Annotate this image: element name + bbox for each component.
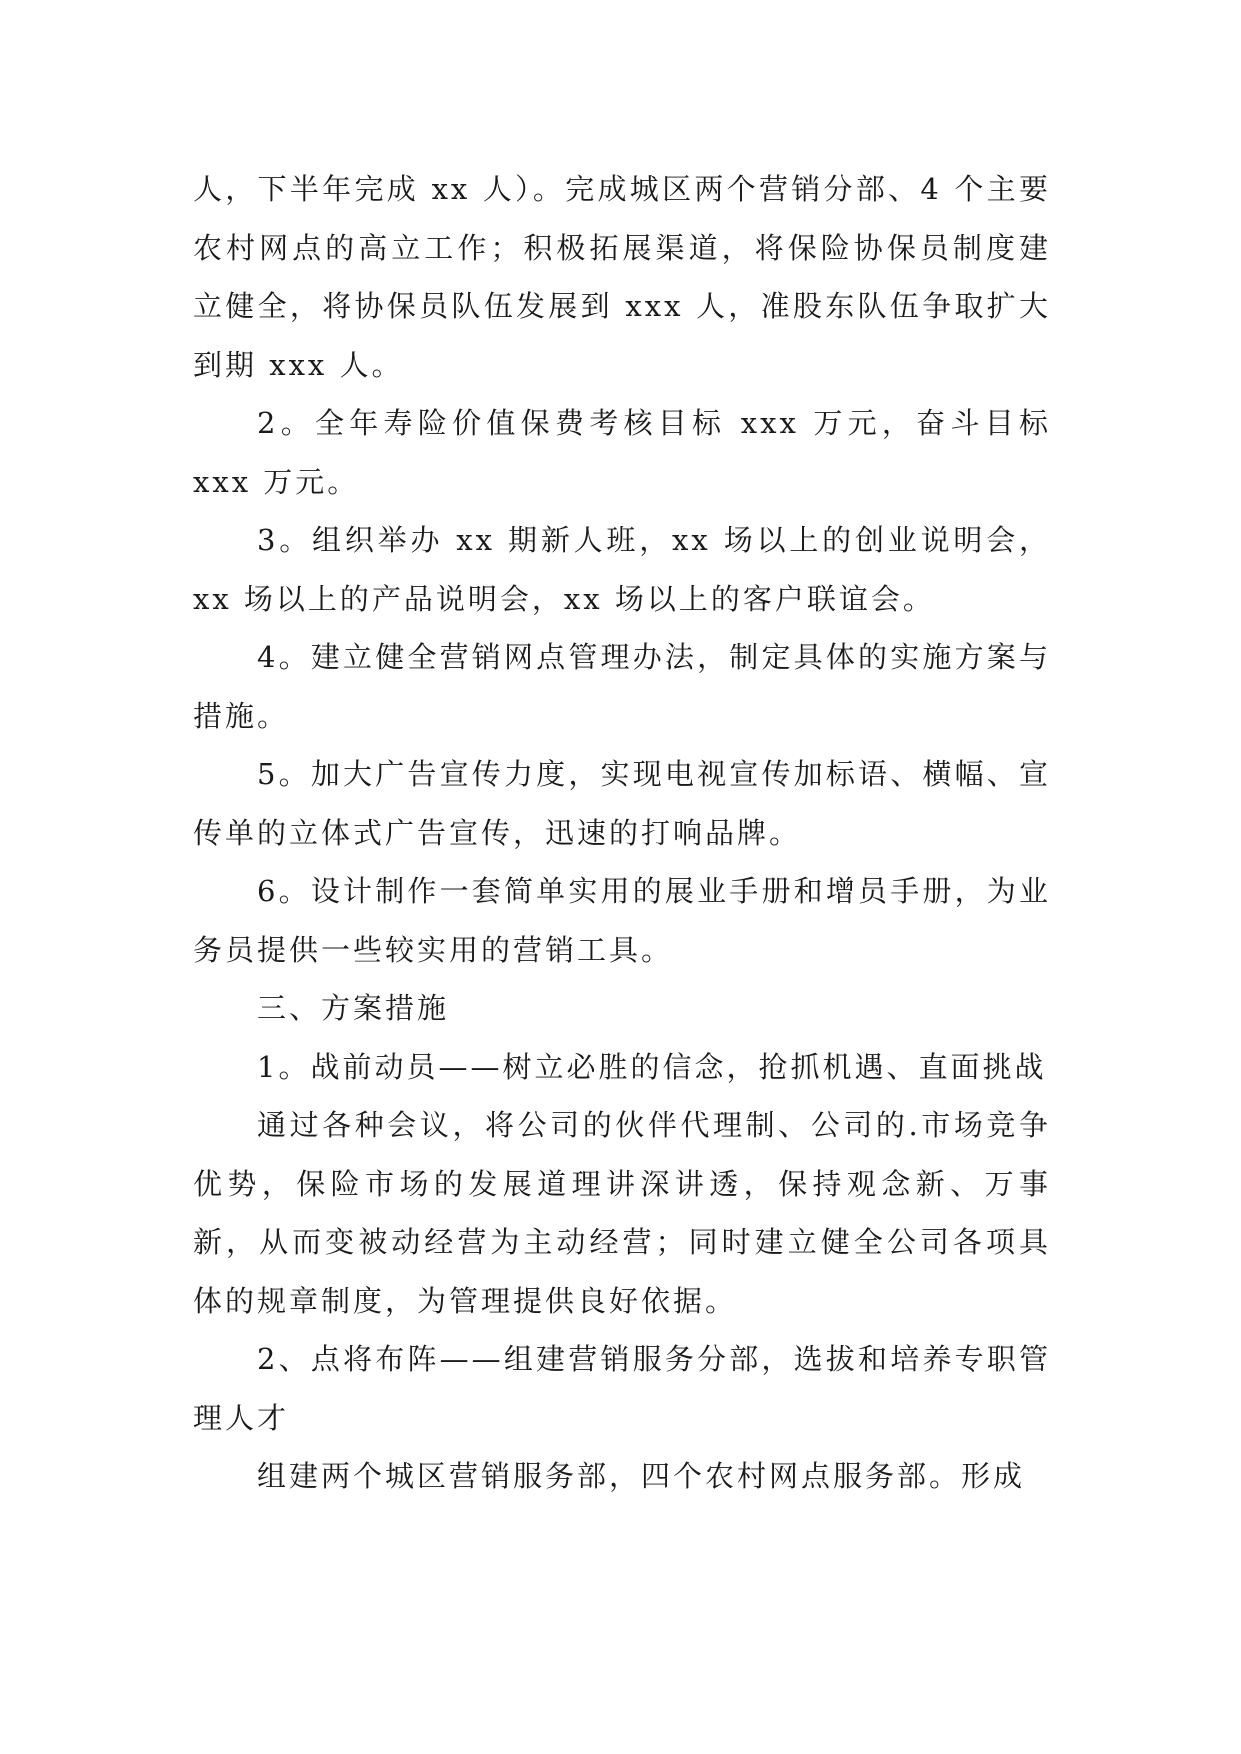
paragraph-item-6: 6。设计制作一套简单实用的展业手册和增员手册，为业务员提供一些较实用的营销工具。 — [193, 874, 1051, 967]
paragraph-item-2: 2。全年寿险价值保费考核目标 xxx 万元，奋斗目标 xxx 万元。 — [193, 406, 1051, 499]
document-body — [193, 160, 1051, 1506]
section-heading-3: 三、方案措施 — [257, 991, 450, 1025]
paragraph-item-4: 4。建立健全营销网点管理办法，制定具体的实施方案与措施。 — [193, 640, 1051, 733]
paragraph-continuation: 人，下半年完成 xx 人）。完成城区两个营销分部、4 个主要农村网点的高立工作；积极拓展渠道，将保险协保员制度建立健全，将协保员队伍发展到 xxx 人，准股东队伍争取扩大到期 xxx 人。 — [193, 172, 1051, 382]
paragraph-body-2: 组建两个城区营销服务部，四个农村网点服务部。形成 — [257, 1459, 1026, 1493]
subheading-1: 1。战前动员——树立必胜的信念，抢抓机遇、直面挑战 — [257, 1049, 1047, 1084]
paragraph-item-5: 5。加大广告宣传力度，实现电视宣传加标语、横幅、宣传单的立体式广告宣传，迅速的打响品牌。 — [193, 757, 1051, 850]
paragraph-body-1: 通过各种会议，将公司的伙伴代理制、公司的.市场竞争优势，保险市场的发展道理讲深讲透，保持观念新、万事新，从而变被动经营为主动经营；同时建立健全公司各项具体的规章制度，为管理提供良好依据。 — [193, 1108, 1051, 1318]
subheading-2: 2、点将布阵——组建营销服务分部，选拔和培养专职管理人才 — [193, 1342, 1051, 1435]
paragraph-item-3: 3。组织举办 xx 期新人班，xx 场以上的创业说明会，xx 场以上的产品说明会，xx 场以上的客户联谊会。 — [193, 523, 1051, 616]
